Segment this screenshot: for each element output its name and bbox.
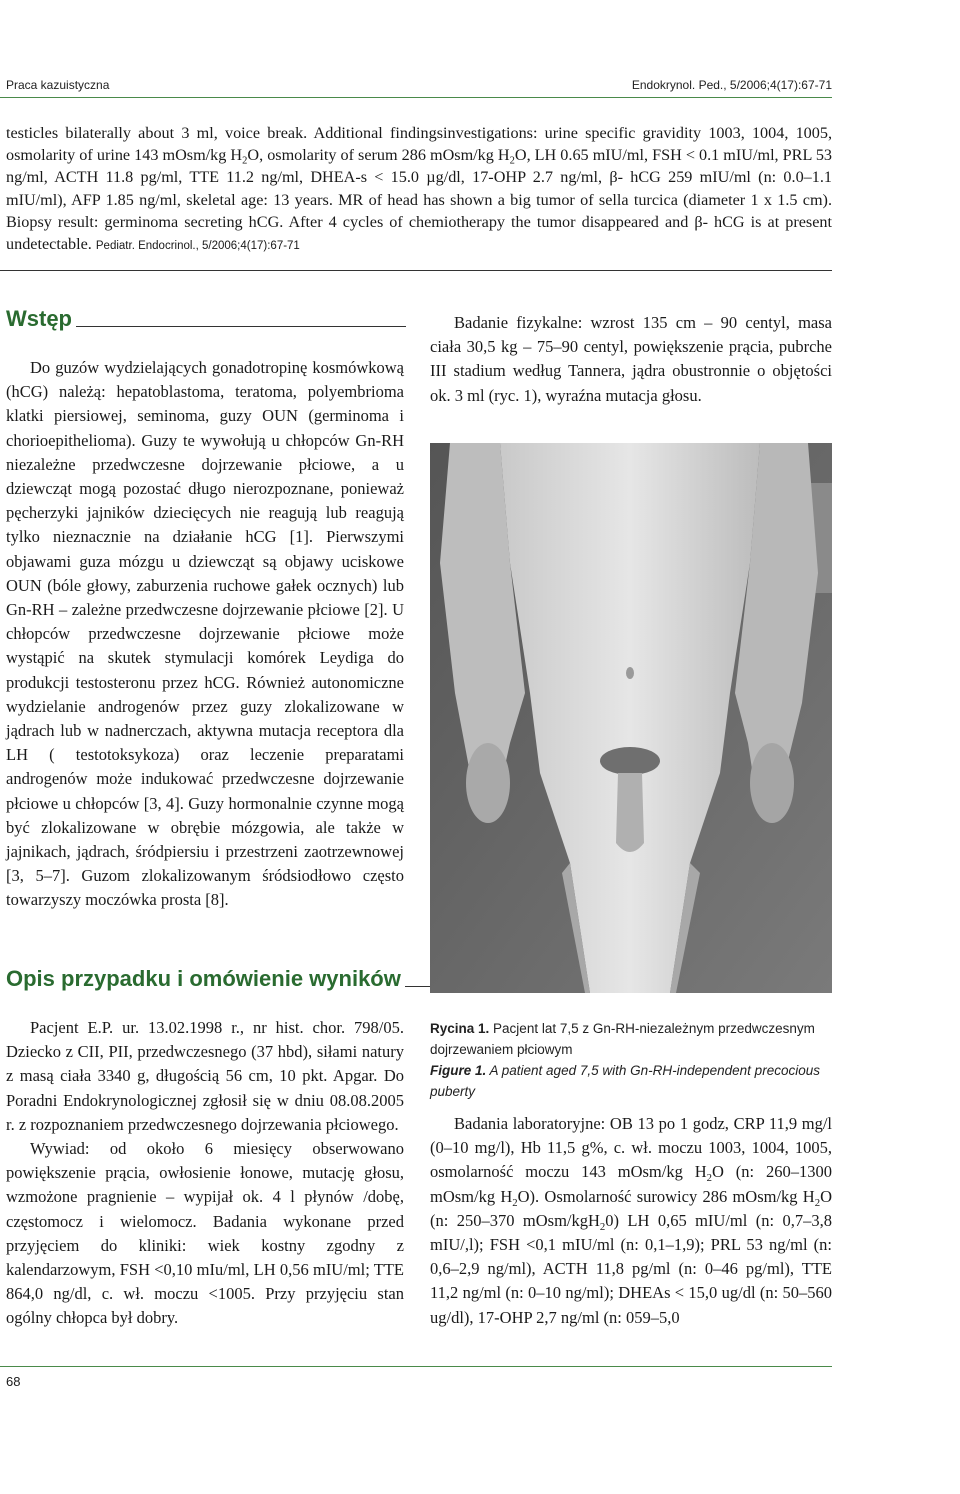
english-abstract xyxy=(6,122,832,257)
physical-exam-text xyxy=(430,311,832,408)
caption-label-pl: Rycina 1. xyxy=(430,1021,490,1036)
intro-text xyxy=(6,356,404,913)
section-label: Praca kazuistyczna xyxy=(6,78,110,92)
abstract-citation: Pediatr. Endocrinol., 5/2006;4(17):67-71 xyxy=(95,240,300,253)
abstract-rule xyxy=(0,270,832,271)
patient-photograph xyxy=(430,443,832,993)
lab-text-d: O (n: 250–370 mOsm/kgH xyxy=(430,1186,832,1230)
subscript: 2 xyxy=(242,155,248,167)
subscript: 2 xyxy=(814,1196,821,1209)
lab-text-e: 0) LH 0,65 mIU/ml (n: 0,7–3,8 mIU/,l); FSH <0,1 mIU/ml (n: 0,1–1,9); PRL 53 ng/ml (n: 0,6–2,9 ng/ml), ACTH 11,8 pg/ml (n: 0–46 pg/ml), TTE 11,2 ng/ml (n: 0–10 ng/ml); DHEAs < 15,0 ug/dl (n: 50–560 ug/dl), 17-OHP 2,7 ng/ml (n: 059–5,0 xyxy=(430,1210,832,1327)
case-description xyxy=(6,1016,404,1331)
subscript: 2 xyxy=(512,1196,518,1209)
page-number: 68 xyxy=(6,1374,21,1389)
subscript: 2 xyxy=(509,155,515,167)
paragraph: Wywiad: od około 6 miesięcy obserwowano powiększenie prącia, owłosienie łonowe, mutację głosu, wzmożone pragnienie – wypijał ok. 4 l płynów /dobę, częstomocz i wielomocz. Badania wykonane przed przyjęciem do kliniki: wiek kostny zgodny z kalendarzowym, FSH <0,10 mIu/ml, LH 0,56 mIU/ml; TTE 864,0 ng/dl, c. wł. moczu <1005. Przy przyjęciu stan ogólny chłopca był dobry. xyxy=(6,1139,404,1328)
paragraph: Do guzów wydzielających gonadotropinę kosmówkową (hCG) należą: hepatoblastoma, teratoma, polyembrioma klatki piersiowej, seminoma, guzy OUN (germinoma i chorioepithelioma). Guzy te wywołują u chłopców Gn-RH niezależne przedwczesne dojrzewanie płciowe, a u dziewcząt mogą pozostać długo nierozpoznane, ponieważ pęcherzyki jajników dziecięcych nie reagują lub reagują tylko nieznacznie na działanie hCG [1]. Pierwszymi objawami guza mózgu u dziewcząt są objawy uciskowe OUN (bóle głowy, zaburzenia ruchowe gałek ocznych) lub Gn-RH – zależne przedwczesne dojrzewanie płciowe [2]. U chłopców przedwczesne dojrzewanie płciowe może wystąpić na skutek stymulacji komórek Leydiga do produkcji testosteronu przez hCG. Również autonomiczne wydzielanie androgenów przez guzy zlokalizowane w jądrach lub w nadnerczach, aktywna mutacja receptora dla LH ( testotoksykoza) oraz leczenie preparatami androgenów może indukować przedwczesne dojrzewanie płciowe u chłopców [3, 4]. Guzy hormonalnie czynne mogą być zlokalizowane w obrębie mózgowia, ale także w jajnikach, jądrach, śródpiersiu i przestrzeni zaotrzewnowej [3, 5–7]. Guzom zlokalizowanym śródsiodłowo często towarzyszy moczówka prosta [8]. xyxy=(6,358,404,910)
lab-text-b: O (n: 260–1300 mOsm/kg H xyxy=(430,1162,832,1206)
subscript: 2 xyxy=(706,1172,712,1185)
section-heading-wstep xyxy=(6,306,406,332)
lab-results-text xyxy=(430,1112,832,1330)
figure-caption xyxy=(430,1018,832,1102)
photo-silhouette xyxy=(430,443,832,993)
caption-text-pl: Pacjent lat 7,5 z Gn-RH-niezależnym przedwczesnym dojrzewaniem płciowym xyxy=(430,1021,815,1057)
subscript: 2 xyxy=(599,1220,606,1233)
heading-text: Opis przypadku i omówienie wyników xyxy=(6,966,401,991)
caption-en xyxy=(430,1060,832,1102)
footer-rule xyxy=(0,1366,832,1367)
paragraph: Pacjent E.P. ur. 13.02.1998 r., nr hist. chor. 798/05. Dziecko z CII, PII, przedwczesnego (37 hbd), siłami natury z masą ciała 3340 g, długością 56 cm, 10 pkt. Apgar. Do Poradni Endokrynologicznej zgłosił się w dniu 08.08.2005 r. z rozpoznaniem przedwczesnego dojrzewania płciowego. xyxy=(6,1018,404,1134)
abstract-text-2: O, osmolarity of serum 286 mOsm/kg H xyxy=(247,146,510,165)
paragraph xyxy=(430,1112,832,1330)
caption-label-en: Figure 1. xyxy=(430,1063,487,1078)
section-heading-opis xyxy=(6,966,437,992)
abstract-text-1: testicles bilaterally about 3 ml, voice break. Additional findingsinvestigations: urine specific gravidity 1003, 1004, 1005, osmolarity of urine 143 mOsm/kg H xyxy=(6,124,832,165)
heading-underline xyxy=(76,326,406,327)
paragraph: Badanie fizykalne: wzrost 135 cm – 90 centyl, masa ciała 30,5 kg – 75–90 centyl, powiększenie prącia, pubrche III stadium według Tannera, jądra obustronnie o objętości ok. 3 ml (ryc. 1), wyraźna mutacja głosu. xyxy=(430,313,832,405)
heading-text: Wstęp xyxy=(6,306,72,331)
journal-reference: Endokrynol. Ped., 5/2006;4(17):67-71 xyxy=(631,78,832,92)
header-rule xyxy=(0,97,832,98)
lab-text-a: Badania laboratoryjne: OB 13 po 1 godz, CRP 11,9 mg/l (0–10 mg/l), Hb 11,5 g%, c. wł. moczu 1003, 1004, 1005, osmolarność moczu 143 mOsm/kg H xyxy=(430,1114,832,1182)
lab-text-c: O). Osmolarność surowicy 286 mOsm/kg H xyxy=(517,1186,815,1206)
caption-text-en: A patient aged 7,5 with Gn-RH-independent precocious puberty xyxy=(430,1063,820,1099)
abstract-text-3: O, LH 0.65 mIU/ml, FSH < 0.1 mIU/ml, PRL 53 ng/ml, ACTH 11.8 pg/ml, TTE 11.2 ng/ml, DHEA-s < 15.0 µg/dl, 17-OHP 2.7 ng/ml, β- hCG 259 mIU/ml (n: 0.0–1.1 mIU/ml), AFP 1.85 ng/ml, skeletal age: 13 years. MR of head has shown a big tumor of sella turcica (diameter 1 x 1.5 cm). Biopsy result: germinoma secreting hCG. After 4 cycles of chemiotherapy the tumor disappeared and β- hCG is at present undetectable. xyxy=(6,146,833,254)
caption-pl xyxy=(430,1021,815,1057)
